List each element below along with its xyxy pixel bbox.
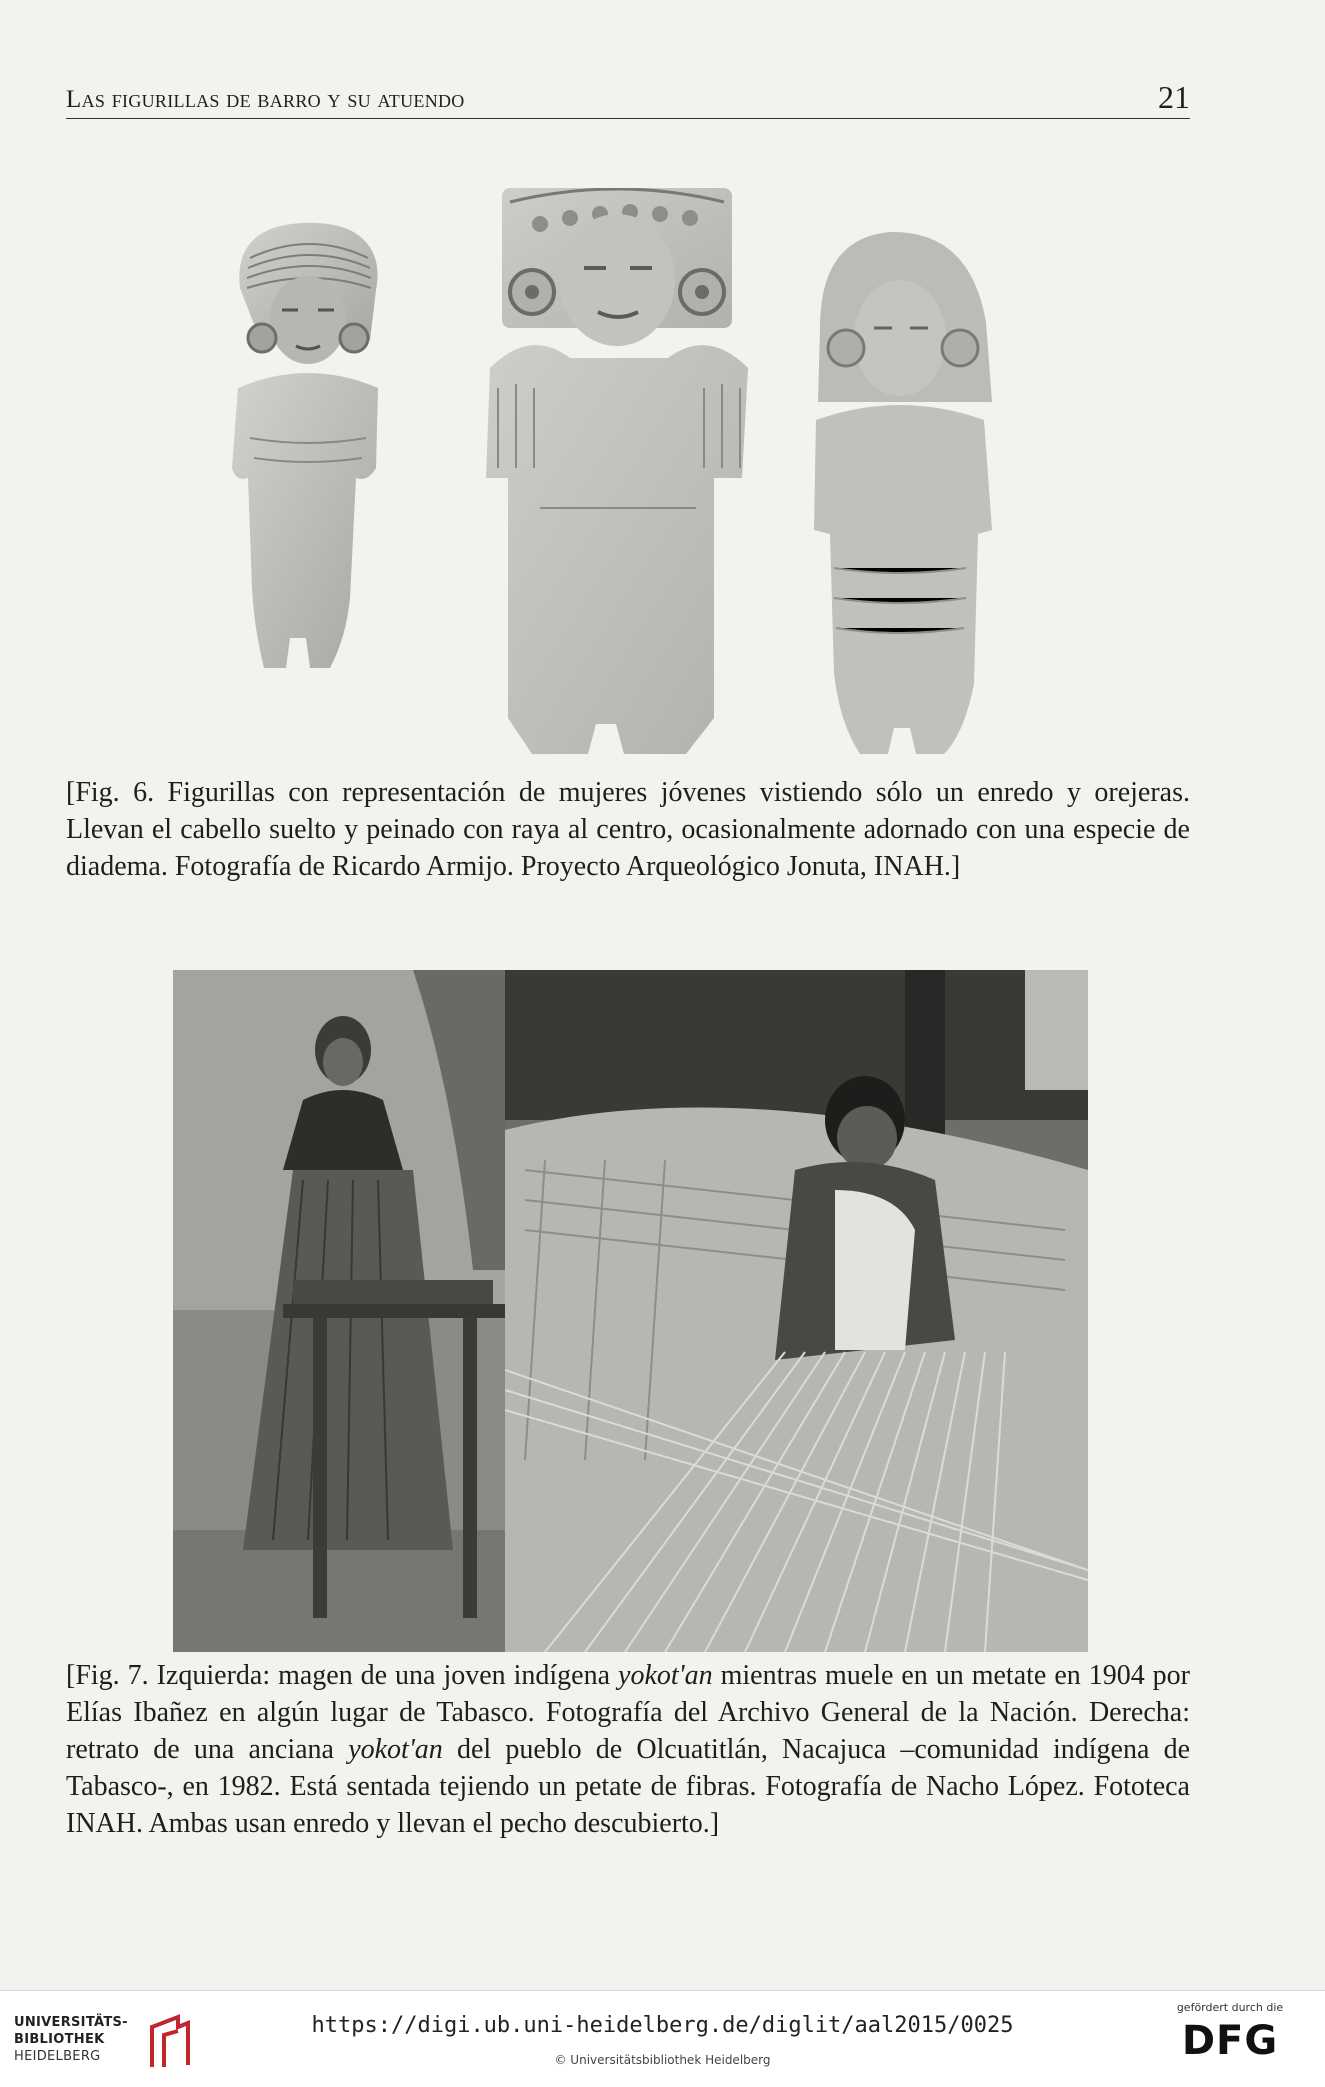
figurine-left [232, 223, 378, 668]
funder-note: gefördert durch die [1176, 2001, 1284, 2014]
funder-logo[interactable] [1165, 2001, 1295, 2081]
library-name-line3: HEIDELBERG [14, 2049, 101, 2064]
dfg-logo-text: DFG [1181, 2018, 1279, 2064]
running-head-title: Las figurillas de barro y su atuendo [66, 86, 465, 113]
library-name-line2: BIBLIOTHEK [14, 2032, 105, 2047]
photo-young-woman-metate [173, 970, 505, 1652]
photo-left-illustration [173, 970, 505, 1652]
permalink-url[interactable]: https://digi.ub.uni-heidelberg.de/diglit/aal2015/0025 [311, 2013, 1014, 2038]
caption-7-term2: yokot'an [348, 1734, 443, 1765]
figure-6-figurines-photo [220, 188, 1050, 758]
figure-7-photos [173, 970, 1088, 1652]
page-number: 21 [1158, 79, 1190, 115]
caption-7-part1: [Fig. 7. Izquierda: magen de una joven indígena [66, 1660, 619, 1691]
library-name-line1: UNIVERSITÄTS- [14, 2015, 128, 2030]
photo-elderly-woman-weaving [505, 970, 1088, 1652]
copyright-notice: © Universitätsbibliothek Heidelberg [554, 2053, 771, 2067]
figure-7-caption [66, 1657, 1190, 1842]
figurine-center [486, 188, 748, 754]
figurines-illustration [220, 188, 1050, 758]
photo-right-illustration [505, 970, 1088, 1652]
caption-7-part2: mientras muele en un metate en 1904 por Elías Ibañez en algún lugar de Tabasco. Fotografía del Archivo General de la Nación. Derecha: retrato de una anciana [66, 1660, 1190, 1765]
figure-6-caption: [Fig. 6. Figurillas con representación de mujeres jóvenes vistiendo sólo un enredo y orejeras. Llevan el cabello suelto y peinado con raya al centro, ocasionalmente adornado con una especie de diadema. Fotografía de Ricardo Armijo. Proyecto Arqueológico Jonuta, INAH.] [66, 777, 1190, 882]
running-head [66, 74, 1190, 119]
caption-7-part3: del pueblo de Olcuatitlán, Nacajuca –comunidad indígena de Tabasco-, en 1982. Está sentada tejiendo un petate de fibras. Fotografía de Nacho López. Fototeca INAH. Ambas usan enredo y llevan el pecho descubierto.] [66, 1734, 1190, 1839]
viewer-footer [0, 1990, 1325, 2087]
figurine-right [814, 232, 992, 754]
caption-7-term1: yokot'an [618, 1660, 713, 1691]
